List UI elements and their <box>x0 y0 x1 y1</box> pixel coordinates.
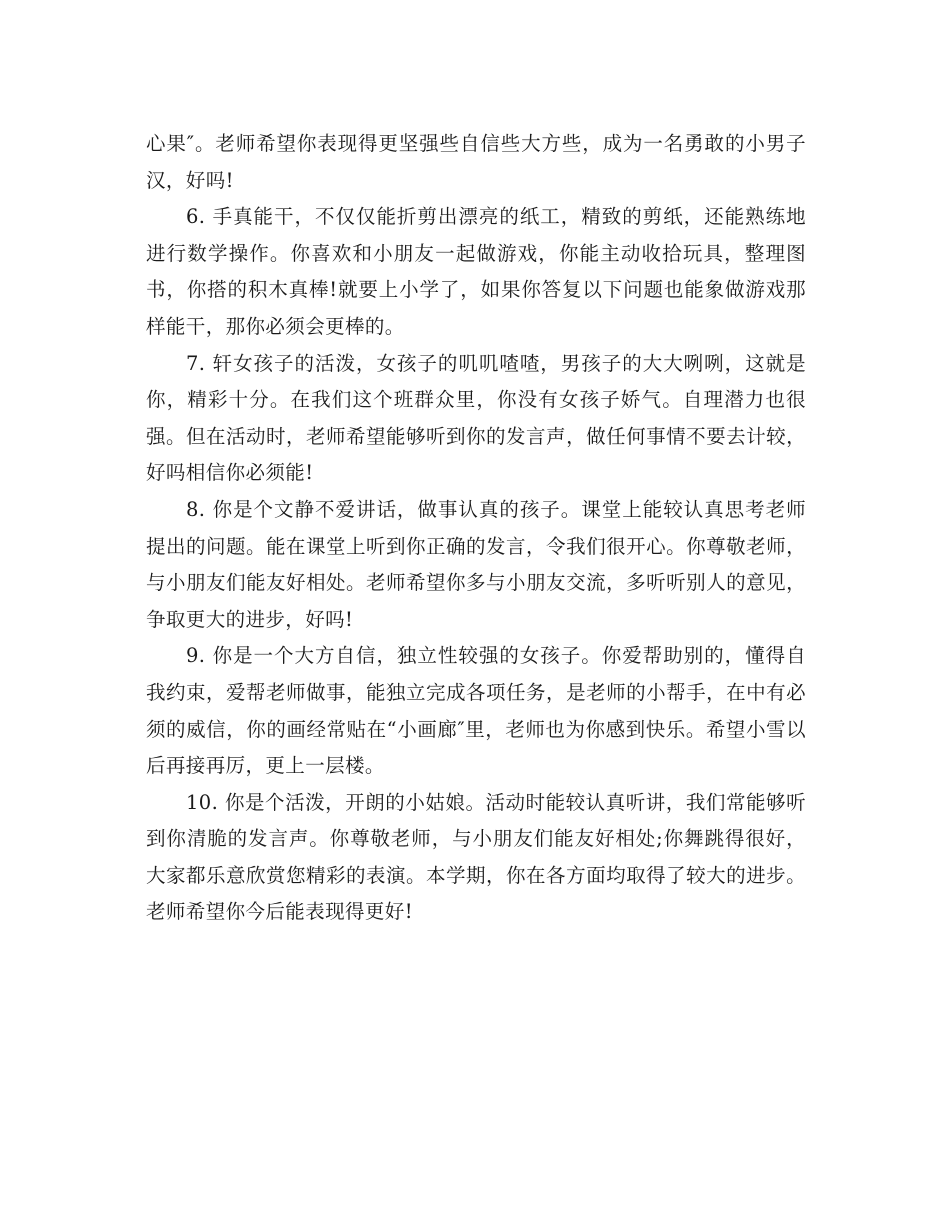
paragraph-comment-7: 7. 轩女孩子的活泼，女孩子的叽叽喳喳，男孩子的大大咧咧，这就是你，精彩十分。在我们这个班群众里，你没有女孩子娇气。自理潜力也很强。但在活动时，老师希望能够听到你的发言声，做任何事情不要去计较，好吗相信你必须能! <box>146 351 806 485</box>
paragraph-comment-8: 8. 你是个文静不爱讲话，做事认真的孩子。课堂上能较认真思考老师提出的问题。能在课堂上听到你正确的发言，令我们很开心。你尊敬老师，与小朋友们能友好相处。老师希望你多与小朋友交流，多听听别人的意见，争取更大的进步，好吗! <box>146 497 806 631</box>
paragraph-comment-9: 9. 你是一个大方自信，独立性较强的女孩子。你爱帮助别的，懂得自我约束，爱帮老师做事，能独立完成各项任务，是老师的小帮手，在中有必须的威信，你的画经常贴在“小画廊″里，老师也为你感到快乐。希望小雪以后再接再厉，更上一层楼。 <box>146 644 806 778</box>
paragraph-comment-10: 10. 你是个活泼，开朗的小姑娘。活动时能较认真听讲，我们常能够听到你清脆的发言声。你尊敬老师，与小朋友们能友好相处;你舞跳得很好，大家都乐意欣赏您精彩的表演。本学期，你在各方面均取得了较大的进步。老师希望你今后能表现得更好! <box>146 790 806 924</box>
document-body <box>146 126 806 931</box>
paragraph-comment-6: 6. 手真能干，不仅仅能折剪出漂亮的纸工，精致的剪纸，还能熟练地进行数学操作。你喜欢和小朋友一起做游戏，你能主动收拾玩具，整理图书，你搭的积木真棒!就要上小学了，如果你答复以下问题也能象做游戏那样能干，那你必须会更棒的。 <box>146 205 806 338</box>
paragraph-continuation: 心果″。老师希望你表现得更坚强些自信些大方些，成为一名勇敢的小男子汉，好吗! <box>146 132 806 192</box>
